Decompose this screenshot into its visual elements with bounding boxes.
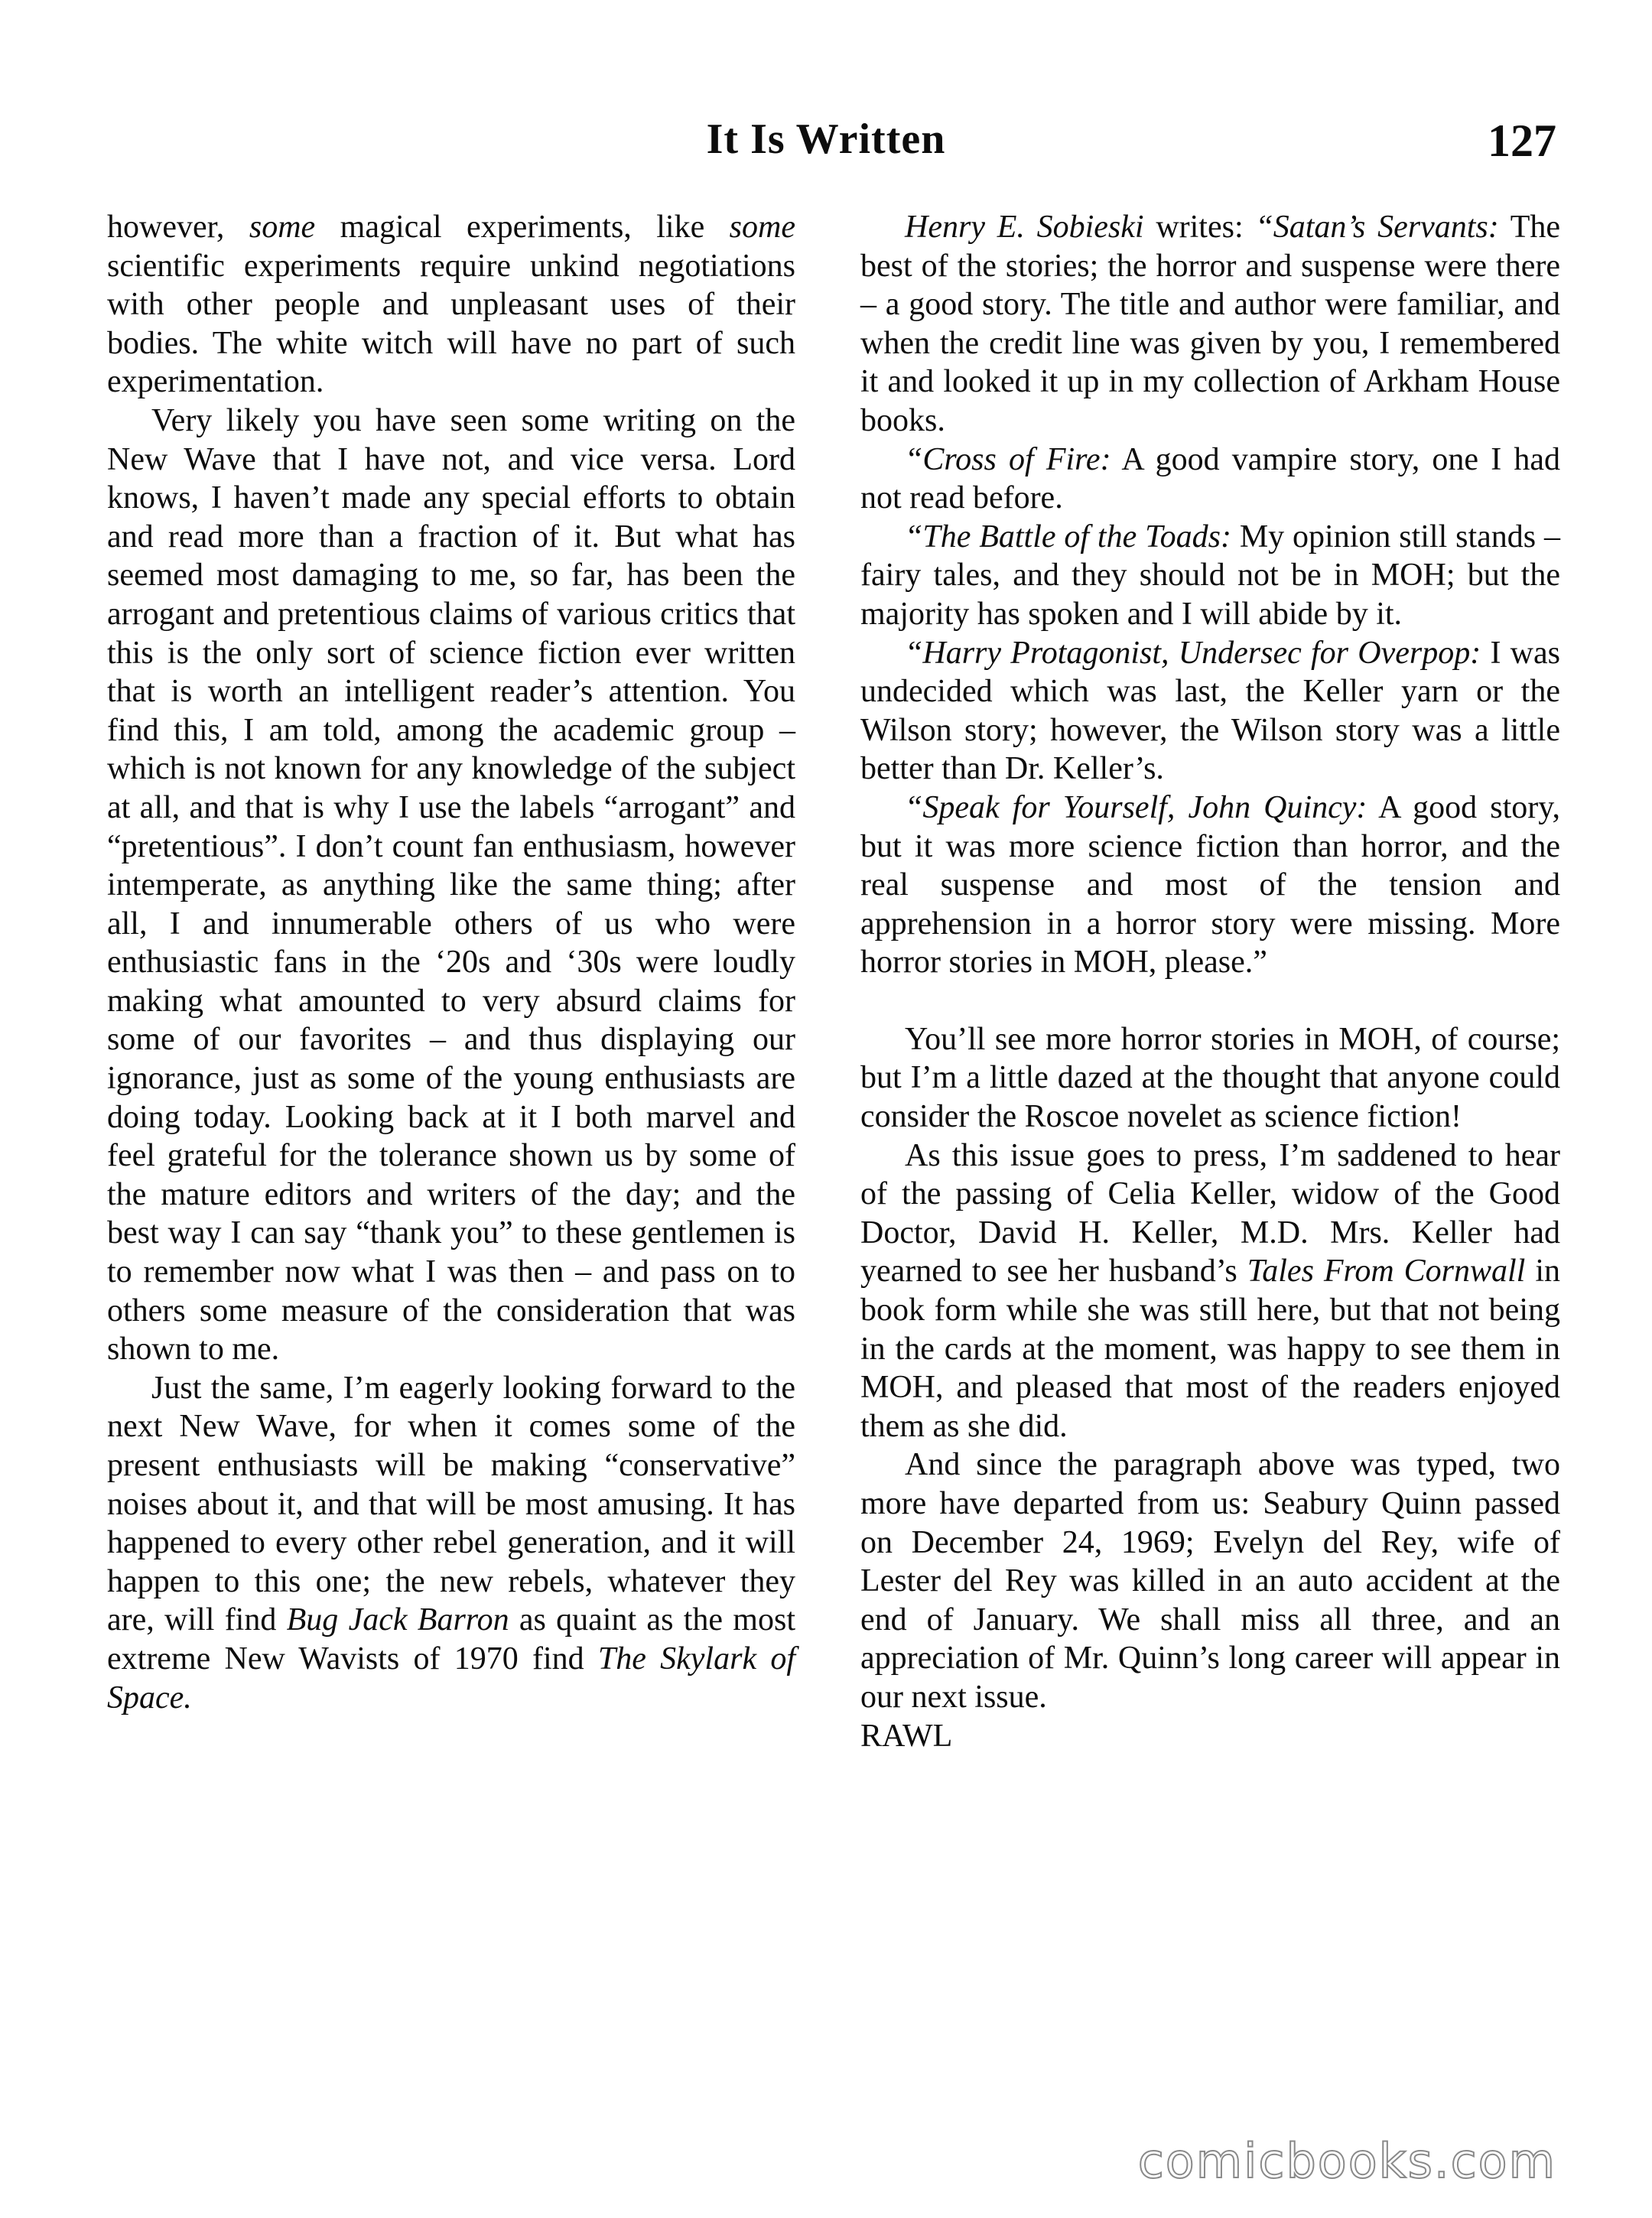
text-run: Very likely you have seen some writing on the New Wave that I have not, and vice versa. Lord knows, I haven’t made any special efforts to obtain and read more than a fraction of it. But what has seemed most damaging to me, so far, has been the arrogant and pretentious claims of various critics that this is the only sort of science fiction ever written that is worth an intelligent reader’s attention. You find this, I am told, among the academic group – which is not known for any knowledge of the subject at all, and that is why I use the labels “arrogant” and “pretentious”. I don’t count fan enthusiasm, however intemperate, as anything like the same thing; after all, I and innumerable others of us who were enthusiastic fans in the ‘20s and ‘30s were loudly making what amounted to very absurd claims for some of our favorites – and thus displaying our ignorance, just as some of the young enthusiasts are doing today. Looking back at it I both marvel and feel grateful for the tolerance shown us by some of the mature editors and writers of the day; and the best way I can say “thank you” to these gentlemen is to remember now what I was then – and pass on to others some measure of the consideration that was shown to me. (107, 402, 795, 1368)
text-run: My opinion still stands – fairy tales, and they should not be in MOH; but the majority has spoken and I will abide by it. (860, 519, 1560, 632)
editor-reply-paragraph (860, 1020, 1560, 1137)
body-paragraph (107, 208, 795, 402)
text-run: I was undecided which was last, the Keller yarn or the Wilson story; however, the Wilson story was a little better than Dr. Keller’s. (860, 635, 1560, 787)
text-run: And since the paragraph above was typed, two more have departed from us: Seabury Quinn passed on December 24, 1969; Evelyn del Rey, wife of Lester del Rey was killed in an auto accident at the end of January. We shall miss all three, and an appreciation of Mr. Quinn’s long career will appear in our next issue. (860, 1447, 1560, 1715)
text-run: in book form while she was still here, but that not being in the cards at the moment, was happy to see them in MOH, and pleased that most of the readers enjoyed them as she did. (860, 1254, 1561, 1444)
italic-text: some (249, 210, 316, 245)
editor-reply-paragraph (860, 1446, 1560, 1716)
italic-text: The Skylark of Space. (107, 1641, 795, 1716)
italic-text: Tales From Cornwall (1247, 1254, 1526, 1289)
editor-signature: RAWL (860, 1718, 953, 1754)
right-column (860, 208, 1560, 1755)
letter-paragraph (860, 441, 1560, 518)
page-header (0, 115, 1652, 176)
left-column (107, 208, 795, 1717)
text-run: The best of the stories; the horror and suspense were there – a good story. The title and author were familiar, and when the credit line was given by you, I remembered it and looked it up in my collection of Arkham House books. (860, 210, 1561, 438)
text-run: You’ll see more horror stories in MOH, of course; but I’m a little dazed at the thought that anyone could consider the Roscoe novelet as science fiction! (860, 1021, 1560, 1135)
italic-text: “Harry Protagonist, Undersec for Overpop: (905, 635, 1481, 671)
letter-paragraph (860, 634, 1560, 789)
text-run: A good vampire story, one I had not read before. (860, 441, 1560, 516)
letter-paragraph (860, 208, 1560, 441)
italic-text: “Cross of Fire: (905, 441, 1111, 477)
text-run: magical experiments, like (315, 210, 730, 245)
italic-text: Henry E. Sobieski (905, 210, 1144, 245)
italic-text: “The Battle of the Toads: (905, 519, 1231, 554)
text-run: Just the same, I’m eagerly looking forward to the next New Wave, for when it comes some of the present enthusiasts will be making “conservative” noises about it, and that will be most amusing. It has happened to every other rebel generation, and it will happen to this one; the new rebels, whatever they are, will find (107, 1370, 795, 1638)
italic-text: “Satan’s Servants: (1255, 210, 1499, 245)
text-run: writes: (1143, 210, 1256, 245)
body-paragraph (107, 402, 795, 1369)
site-watermark: comicbooks.com (1137, 2133, 1556, 2189)
letter-paragraph (860, 789, 1560, 982)
body-paragraph (107, 1369, 795, 1717)
italic-text: some (729, 210, 795, 245)
letter-paragraph (860, 518, 1560, 634)
italic-text: Bug Jack Barron (286, 1602, 509, 1638)
text-run: however, (107, 210, 249, 245)
text-run: as quaint as the most extreme New Wavists of 1970 find (107, 1602, 795, 1677)
editor-reply-paragraph (860, 1137, 1560, 1446)
italic-text: “Speak for Yourself, John Quincy: (905, 789, 1367, 825)
text-run: scientific experiments require unkind negotiations with other people and unpleasant uses of their bodies. The white witch will have no part of such experimentation. (107, 248, 795, 400)
text-run: As this issue goes to press, I’m saddened to hear of the passing of Celia Keller, widow of the Good Doctor, David H. Keller, M.D. Mrs. Keller had yearned to see her husband’s (860, 1137, 1560, 1289)
page-number: 127 (1488, 115, 1556, 166)
text-run: A good story, but it was more science fiction than horror, and the real suspense and most of the tension and apprehension in a horror story were missing. More horror stories in MOH, please.” (860, 789, 1560, 981)
running-title: It Is Written (706, 115, 946, 163)
